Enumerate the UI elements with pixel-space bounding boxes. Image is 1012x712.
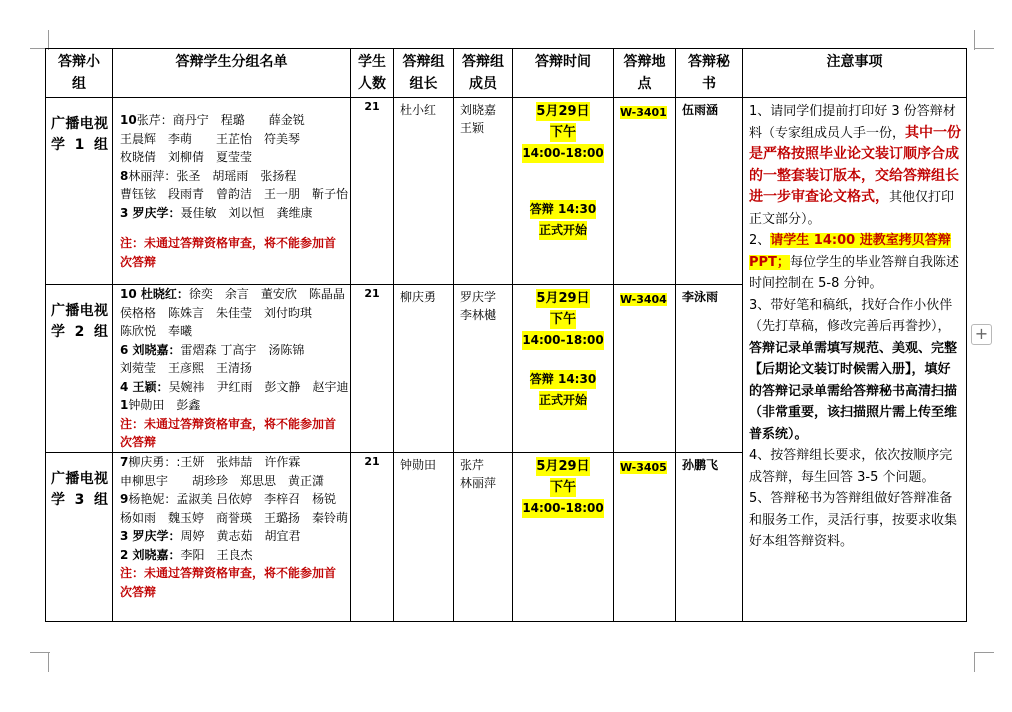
- date-highlight: 5月29日: [536, 459, 590, 474]
- member-line: 刘菀莹 王彦熙 王清扬: [120, 361, 253, 375]
- room-number: W-3404: [620, 293, 667, 306]
- header-secretary: 答辩秘书: [676, 49, 743, 98]
- member-line: 侯格格 陈姝言 朱佳莹 刘付昀琪: [120, 305, 313, 320]
- period-highlight: 下午: [549, 480, 576, 495]
- member-line: 9杨艳妮：孟淑美 吕依婷 李梓召 杨锐: [120, 492, 337, 506]
- member-line: 10张芹：商丹宁 程璐 薛金锐: [120, 113, 305, 127]
- member-list-cell: [113, 98, 351, 285]
- member-line: 3 罗庆学：聂佳敏 刘以恒 龚维康: [120, 205, 313, 220]
- member-line: 8林丽萍：张圣 胡瑶雨 张扬程: [120, 168, 297, 183]
- room-number: W-3401: [620, 106, 667, 119]
- note-3: 3、带好笔和稿纸，找好合作小伙伴（先打草稿，修改完善后再誊抄），答辩记录单需填写规范、美观、完整【后期论文装订时候需入册】，填好的答辩记录单需给答辩秘书高清扫描（非常重要，该扫描照片需上传至维普系统）。: [749, 297, 958, 442]
- member-line: 曹钰铉 段雨青 曾韵洁 王一朋 靳子怡: [120, 187, 349, 201]
- add-row-button[interactable]: +: [971, 324, 992, 345]
- header-leader: 答辩组组长: [394, 49, 454, 98]
- member-line: 4 王颖：吴婉祎 尹红雨 彭文静 赵宇迪: [120, 379, 349, 394]
- hours-highlight: 14:00-18:00: [522, 499, 603, 518]
- panel-members-cell: [454, 98, 513, 285]
- start-time-highlight: 答辩 14:30: [530, 370, 596, 389]
- period-highlight: 下午: [549, 125, 576, 140]
- member-line: 枚晓倩 刘柳倩 夏莹莹: [120, 150, 253, 164]
- header-student-count: 学生人数: [351, 49, 394, 98]
- note-5: 5、答辩秘书为答辩组做好答辩准备和服务工作，灵活行事，按要求收集好本组答辩资料。: [749, 491, 958, 549]
- secretary: 孙鹏飞: [676, 453, 743, 622]
- panel-member: 王颖: [460, 121, 485, 135]
- group-name-cell: [46, 285, 113, 453]
- student-count: 21: [351, 98, 394, 285]
- time-cell: [513, 98, 614, 285]
- member-line: 6 刘晓嘉：雷熠森 丁高宇 汤陈锦: [120, 342, 305, 357]
- panel-member: 张芹: [460, 458, 485, 472]
- group-name-cell: [46, 453, 113, 622]
- member-line: 陈欣悦 奉曦: [120, 324, 193, 338]
- member-line: 2 刘晓嘉：李阳 王良杰: [120, 547, 253, 562]
- time-cell: [513, 285, 614, 453]
- member-line: 3 罗庆学：周婷 黄志茹 胡宜君: [120, 529, 301, 543]
- member-line: 10 杜晓红：徐奕 余言 董安欣 陈晶晶: [120, 287, 345, 301]
- eligibility-warning: 注：未通过答辩资格审查，将不能参加首次答辩: [120, 416, 337, 449]
- member-list-cell: [113, 285, 351, 453]
- member-line: 1钟勋田 彭鑫: [120, 398, 201, 412]
- group-leader: 杜小红: [394, 98, 454, 285]
- note-4: 4、按答辩组长要求，依次按顺序完成答辩，每生回答 3-5 个问题。: [749, 448, 953, 485]
- defense-schedule-table: [45, 48, 967, 622]
- panel-member: 李林樾: [460, 308, 497, 322]
- member-line: 王晨辉 李萌 王芷怡 符美琴: [120, 131, 301, 146]
- secretary: 伍雨涵: [676, 98, 743, 285]
- time-cell: [513, 453, 614, 622]
- header-location: 答辩地点: [614, 49, 676, 98]
- member-list-cell: [113, 453, 351, 622]
- panel-member: 林丽萍: [460, 476, 497, 490]
- note-1: 1、请同学们提前打印好 3 份答辩材料（专家组成员人手一份，其中一份是严格按照毕业论文装订顺序合成的一整套装订版本，交给答辩组长进一步审查论文格式，其他仅打印正文部分）。: [749, 104, 962, 227]
- member-line: 申柳思宇 胡珍珍 郑思思 黄正潇: [120, 473, 325, 488]
- member-line: 杨如雨 魏玉婷 商誉瑛 王璐扬 秦铃萌: [120, 510, 349, 525]
- group-name: 广播电视学2组: [51, 303, 108, 340]
- panel-members-cell: [454, 453, 513, 622]
- student-count: 21: [351, 453, 394, 622]
- group-leader: 柳庆勇: [394, 285, 454, 453]
- room-number: W-3405: [620, 461, 667, 474]
- header-student-list: 答辩学生分组名单: [113, 49, 351, 98]
- header-notes: 注意事项: [743, 49, 967, 98]
- table-row-group-1: [46, 98, 967, 285]
- start-time-highlight: 答辩 14:30: [530, 200, 596, 219]
- date-highlight: 5月29日: [536, 104, 590, 119]
- header-panel-members: 答辩组成员: [454, 49, 513, 98]
- header-group: 答辩小组: [46, 49, 113, 98]
- start-label-highlight: 正式开始: [539, 391, 587, 410]
- secretary: 李泳雨: [676, 285, 743, 453]
- date-highlight: 5月29日: [536, 291, 590, 306]
- header-row: [46, 49, 967, 98]
- start-label-highlight: 正式开始: [539, 221, 587, 240]
- period-highlight: 下午: [549, 312, 576, 327]
- group-name: 广播电视学1组: [51, 116, 108, 153]
- group-name-cell: [46, 98, 113, 285]
- group-leader: 钟勋田: [394, 453, 454, 622]
- panel-member: 刘晓嘉: [460, 103, 497, 117]
- student-count: 21: [351, 285, 394, 453]
- eligibility-warning: 注：未通过答辩资格审查，将不能参加首次答辩: [120, 236, 337, 269]
- note-2: 2、请学生 14:00 进教室拷贝答辩 PPT；每位学生的毕业答辩自我陈述时间控制在 5-8 分钟。: [749, 233, 959, 291]
- eligibility-warning: 注：未通过答辩资格审查，将不能参加首次答辩: [120, 566, 337, 599]
- member-line: 7柳庆勇：:王妍 张炜喆 许作霖: [120, 455, 301, 469]
- panel-member: 罗庆学: [460, 290, 497, 304]
- location-cell: [614, 285, 676, 453]
- hours-highlight: 14:00-18:00: [522, 331, 603, 350]
- group-name: 广播电视学3组: [51, 471, 108, 508]
- header-time: 答辩时间: [513, 49, 614, 98]
- panel-members-cell: [454, 285, 513, 453]
- notes-cell: [743, 98, 967, 622]
- location-cell: [614, 98, 676, 285]
- location-cell: [614, 453, 676, 622]
- hours-highlight: 14:00-18:00: [522, 144, 603, 163]
